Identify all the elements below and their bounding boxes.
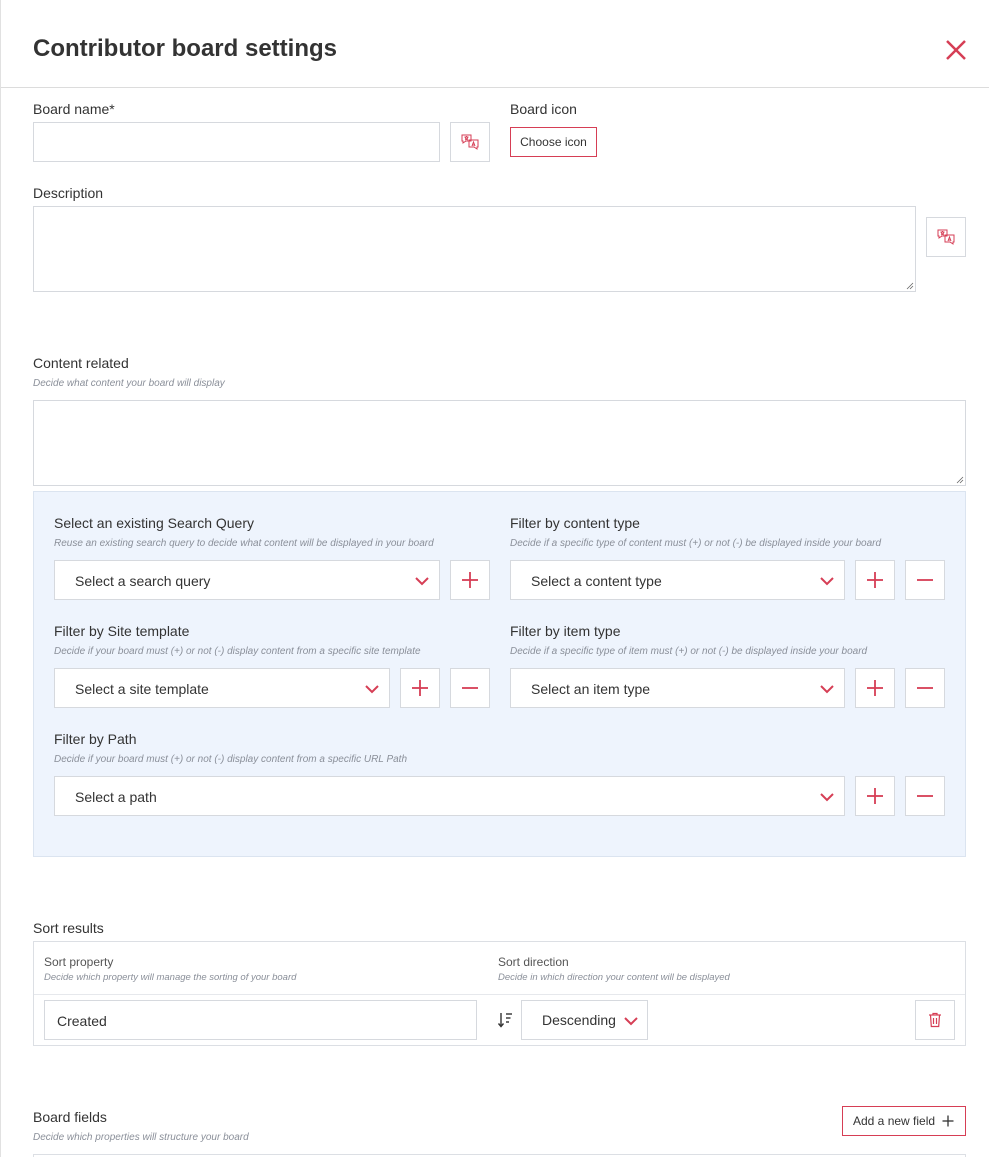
board-name-label: Board name*: [33, 101, 115, 117]
content-type-select[interactable]: [510, 560, 845, 600]
add-field-button[interactable]: [842, 1106, 966, 1136]
search-query-placeholder: Select a search query: [75, 573, 211, 589]
chevron-down-icon: [624, 1014, 638, 1028]
path-placeholder: Select a path: [75, 789, 157, 805]
content-type-placeholder: Select a content type: [531, 573, 662, 589]
sort-property-value: Created: [57, 1013, 107, 1029]
sort-order-toggle[interactable]: [497, 1011, 513, 1034]
sort-table-divider: [34, 994, 965, 995]
site-template-select[interactable]: [54, 668, 390, 708]
plus-icon: [866, 571, 884, 589]
board-name-input[interactable]: [33, 122, 440, 162]
translate-icon: [460, 133, 480, 151]
path-remove-button[interactable]: [905, 776, 945, 816]
description-textarea[interactable]: [33, 206, 916, 292]
sort-property-hint: Decide which property will manage the sorting of your board: [44, 972, 297, 983]
description-translate-button[interactable]: [926, 217, 966, 257]
site-template-hint: Decide if your board must (+) or not (-) display content from a specific site template: [54, 646, 421, 657]
content-related-hint: Decide what content your board will display: [33, 378, 225, 389]
sort-results-label: Sort results: [33, 920, 104, 936]
delete-sort-button[interactable]: [915, 1000, 955, 1040]
resize-handle-icon: [906, 282, 914, 290]
plus-icon: [866, 787, 884, 805]
board-fields-label: Board fields: [33, 1109, 107, 1125]
chevron-down-icon: [820, 790, 834, 804]
chevron-down-icon: [365, 682, 379, 696]
chevron-down-icon: [820, 574, 834, 588]
item-type-hint: Decide if a specific type of item must (+) or not (-) be displayed inside your board: [510, 646, 868, 657]
description-label: Description: [33, 185, 104, 201]
chevron-down-icon: [820, 682, 834, 696]
sort-direction-select[interactable]: [521, 1000, 648, 1040]
resize-handle-icon: [956, 476, 964, 484]
minus-icon: [916, 679, 934, 697]
site-template-add-button[interactable]: [400, 668, 440, 708]
site-template-placeholder: Select a site template: [75, 681, 209, 697]
plus-icon: [461, 571, 479, 589]
close-icon: [943, 37, 969, 63]
plus-icon: [942, 1115, 954, 1127]
board-name-translate-button[interactable]: [450, 122, 490, 162]
sort-descending-icon: [497, 1011, 513, 1029]
add-field-label: Add a new field: [853, 1114, 936, 1128]
plus-icon: [866, 679, 884, 697]
choose-icon-button[interactable]: Choose icon: [510, 127, 597, 157]
sort-direction-hint: Decide in which direction your content will be displayed: [498, 972, 730, 983]
site-template-label: Filter by Site template: [54, 623, 190, 639]
item-type-select[interactable]: [510, 668, 845, 708]
panel-title: Contributor board settings: [33, 35, 337, 62]
content-type-hint: Decide if a specific type of content must (+) or not (-) be displayed inside your board: [510, 538, 882, 549]
content-type-label: Filter by content type: [510, 515, 640, 531]
item-type-placeholder: Select an item type: [531, 681, 651, 697]
minus-icon: [916, 787, 934, 805]
sort-property-input[interactable]: [44, 1000, 477, 1040]
content-type-add-button[interactable]: [855, 560, 895, 600]
content-related-label: Content related: [33, 355, 129, 371]
sort-direction-header: Sort direction: [498, 955, 569, 969]
header-divider: [1, 87, 989, 88]
search-query-add-button[interactable]: [450, 560, 490, 600]
board-icon-label: Board icon: [510, 101, 577, 117]
search-query-hint: Reuse an existing search query to decide what content will be displayed in your board: [54, 538, 434, 549]
search-query-select[interactable]: [54, 560, 440, 600]
chevron-down-icon: [415, 574, 429, 588]
item-type-remove-button[interactable]: [905, 668, 945, 708]
plus-icon: [411, 679, 429, 697]
path-label: Filter by Path: [54, 731, 137, 747]
item-type-label: Filter by item type: [510, 623, 621, 639]
path-add-button[interactable]: [855, 776, 895, 816]
path-hint: Decide if your board must (+) or not (-) display content from a specific URL Path: [54, 754, 408, 765]
path-select[interactable]: [54, 776, 845, 816]
minus-icon: [461, 679, 479, 697]
minus-icon: [916, 571, 934, 589]
sort-direction-value: Descending: [542, 1012, 616, 1028]
board-fields-hint: Decide which properties will structure your board: [33, 1132, 249, 1143]
item-type-add-button[interactable]: [855, 668, 895, 708]
translate-icon: [936, 228, 956, 246]
site-template-remove-button[interactable]: [450, 668, 490, 708]
close-button[interactable]: [943, 37, 969, 63]
content-type-remove-button[interactable]: [905, 560, 945, 600]
content-related-textarea[interactable]: [33, 400, 966, 486]
search-query-label: Select an existing Search Query: [54, 515, 254, 531]
trash-icon: [928, 1012, 942, 1028]
sort-property-header: Sort property: [44, 955, 114, 969]
